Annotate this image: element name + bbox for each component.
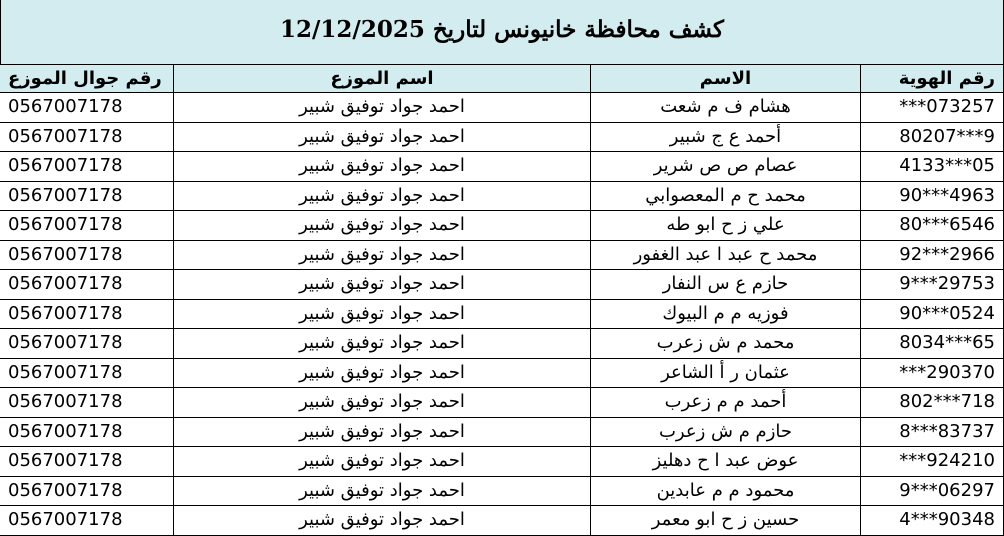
distributor-cell[interactable]: احمد جواد توفيق شبير bbox=[174, 211, 591, 241]
header-distributor[interactable]: اسم الموزع bbox=[174, 65, 591, 93]
table-row bbox=[0, 211, 1004, 241]
name-cell[interactable]: هشام ف م شعت bbox=[591, 93, 861, 123]
phone-cell[interactable]: 0567007178 bbox=[0, 93, 174, 123]
phone-cell[interactable]: 0567007178 bbox=[0, 270, 174, 300]
table-row bbox=[0, 476, 1004, 506]
phone-cell[interactable]: 0567007178 bbox=[0, 447, 174, 477]
id-cell[interactable]: 8034***65 bbox=[861, 329, 1004, 359]
phone-cell[interactable]: 0567007178 bbox=[0, 299, 174, 329]
header-row bbox=[0, 65, 1004, 93]
id-cell[interactable]: 80***6546 bbox=[861, 211, 1004, 241]
header-name[interactable]: الاسم bbox=[591, 65, 861, 93]
id-cell[interactable]: ***290370 bbox=[861, 358, 1004, 388]
id-cell[interactable]: 92***2966 bbox=[861, 240, 1004, 270]
distributor-cell[interactable]: احمد جواد توفيق شبير bbox=[174, 270, 591, 300]
id-cell[interactable]: ***073257 bbox=[861, 93, 1004, 123]
distributor-cell[interactable]: احمد جواد توفيق شبير bbox=[174, 181, 591, 211]
name-cell[interactable]: محمد ح م المعصوابي bbox=[591, 181, 861, 211]
distributor-cell[interactable]: احمد جواد توفيق شبير bbox=[174, 358, 591, 388]
distributor-cell[interactable]: احمد جواد توفيق شبير bbox=[174, 299, 591, 329]
phone-cell[interactable]: 0567007178 bbox=[0, 417, 174, 447]
name-cell[interactable]: فوزيه م م البيوك bbox=[591, 299, 861, 329]
header-phone[interactable]: رقم جوال الموزع bbox=[0, 65, 174, 93]
distributor-cell[interactable]: احمد جواد توفيق شبير bbox=[174, 417, 591, 447]
name-cell[interactable]: حازم ع س النفار bbox=[591, 270, 861, 300]
id-cell[interactable]: 80207***9 bbox=[861, 122, 1004, 152]
table-row bbox=[0, 299, 1004, 329]
table-row bbox=[0, 358, 1004, 388]
phone-cell[interactable]: 0567007178 bbox=[0, 240, 174, 270]
title-bar bbox=[0, 0, 1004, 64]
distributor-cell[interactable]: احمد جواد توفيق شبير bbox=[174, 506, 591, 536]
distributor-cell[interactable]: احمد جواد توفيق شبير bbox=[174, 152, 591, 182]
table-row bbox=[0, 240, 1004, 270]
distributor-cell[interactable]: احمد جواد توفيق شبير bbox=[174, 388, 591, 418]
table-row bbox=[0, 506, 1004, 536]
id-cell[interactable]: 9***06297 bbox=[861, 476, 1004, 506]
id-cell[interactable]: 90***4963 bbox=[861, 181, 1004, 211]
table-row bbox=[0, 388, 1004, 418]
phone-cell[interactable]: 0567007178 bbox=[0, 388, 174, 418]
distribution-table bbox=[0, 64, 1004, 536]
table-row bbox=[0, 417, 1004, 447]
name-cell[interactable]: عثمان ر أ الشاعر bbox=[591, 358, 861, 388]
phone-cell[interactable]: 0567007178 bbox=[0, 358, 174, 388]
table-row bbox=[0, 270, 1004, 300]
table-row bbox=[0, 152, 1004, 182]
name-cell[interactable]: محمود م م عابدين bbox=[591, 476, 861, 506]
id-cell[interactable]: 4***90348 bbox=[861, 506, 1004, 536]
table-row bbox=[0, 447, 1004, 477]
name-cell[interactable]: عوض عبد ا ح دهليز bbox=[591, 447, 861, 477]
table-row bbox=[0, 181, 1004, 211]
distributor-cell[interactable]: احمد جواد توفيق شبير bbox=[174, 93, 591, 123]
phone-cell[interactable]: 0567007178 bbox=[0, 181, 174, 211]
id-cell[interactable]: ***924210 bbox=[861, 447, 1004, 477]
id-cell[interactable]: 8***83737 bbox=[861, 417, 1004, 447]
header-id[interactable]: رقم الهوية bbox=[861, 65, 1004, 93]
id-cell[interactable]: 90***0524 bbox=[861, 299, 1004, 329]
phone-cell[interactable]: 0567007178 bbox=[0, 152, 174, 182]
distributor-cell[interactable]: احمد جواد توفيق شبير bbox=[174, 240, 591, 270]
phone-cell[interactable]: 0567007178 bbox=[0, 211, 174, 241]
distributor-cell[interactable]: احمد جواد توفيق شبير bbox=[174, 447, 591, 477]
phone-cell[interactable]: 0567007178 bbox=[0, 122, 174, 152]
distributor-cell[interactable]: احمد جواد توفيق شبير bbox=[174, 122, 591, 152]
name-cell[interactable]: حسين ز ح ابو معمر bbox=[591, 506, 861, 536]
table-row bbox=[0, 329, 1004, 359]
table-row bbox=[0, 122, 1004, 152]
name-cell[interactable]: محمد م ش زعرب bbox=[591, 329, 861, 359]
name-cell[interactable]: عصام ص ص شرير bbox=[591, 152, 861, 182]
name-cell[interactable]: حازم م ش زعرب bbox=[591, 417, 861, 447]
name-cell[interactable]: علي ز ح ابو طه bbox=[591, 211, 861, 241]
id-cell[interactable]: 4133***05 bbox=[861, 152, 1004, 182]
table-row bbox=[0, 93, 1004, 123]
name-cell[interactable]: أحمد م م زعرب bbox=[591, 388, 861, 418]
phone-cell[interactable]: 0567007178 bbox=[0, 506, 174, 536]
sheet-title: كشف محافظة خانيونس لتاريخ 12/12/2025 bbox=[280, 15, 724, 43]
phone-cell[interactable]: 0567007178 bbox=[0, 329, 174, 359]
name-cell[interactable]: أحمد ع ج شبير bbox=[591, 122, 861, 152]
name-cell[interactable]: محمد ح عبد ا عبد الغفور bbox=[591, 240, 861, 270]
distributor-cell[interactable]: احمد جواد توفيق شبير bbox=[174, 329, 591, 359]
distributor-cell[interactable]: احمد جواد توفيق شبير bbox=[174, 476, 591, 506]
id-cell[interactable]: 802***718 bbox=[861, 388, 1004, 418]
phone-cell[interactable]: 0567007178 bbox=[0, 476, 174, 506]
id-cell[interactable]: 9***29753 bbox=[861, 270, 1004, 300]
